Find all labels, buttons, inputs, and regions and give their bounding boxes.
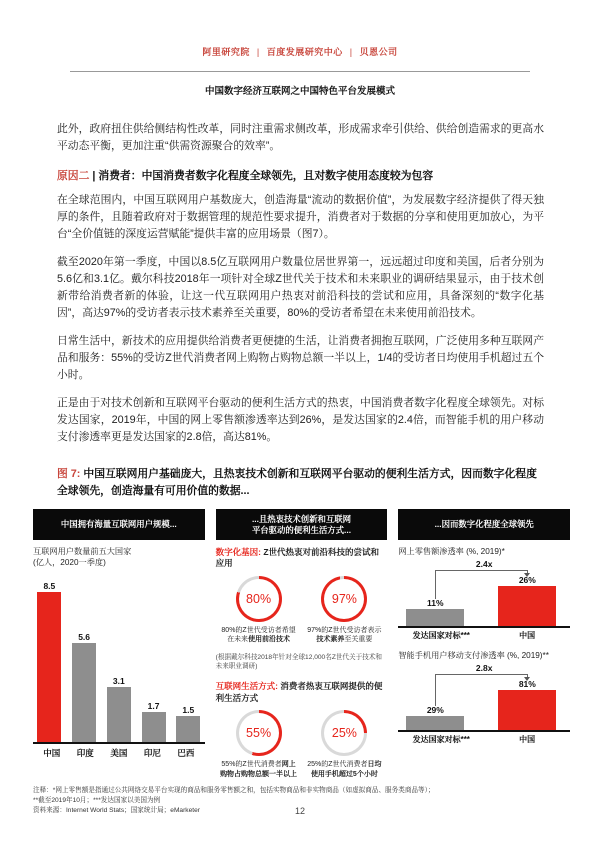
body-paragraph-3: 截至2020年第一季度，中国以8.5亿互联网用户数量位居世界第一，远远超过印度和美国，后者分别为5.6亿和3.1亿。戴尔科技2018年一项针对全球Z世代关于技术和未来职业的调研结果显示，由于技术创新带给消费者新的体验，让这一代互联网用户热衷对前沿科技的尝试和应用，具备深刻的“数字化基因”，高达97%的受访者表示技术素养至关重要，80%的受访者希望在未来使用前沿技术。 [57,256,544,319]
mini-chart-plot [398,674,570,732]
pipe-separator: | [256,47,260,57]
bar-value-label: 26% [518,575,536,585]
stat-value: 80% [246,591,272,606]
category-labels [398,734,570,745]
chart-title [33,546,205,568]
stat-item [219,710,299,779]
stat-ring [321,576,367,622]
header-divider [70,71,530,72]
stat-row [216,576,388,645]
panel-header-text: 中国拥有海量互联网用户规模... [60,519,177,530]
body-paragraph-5: 正是由于对技术创新和互联网平台驱动的便利生活方式的热衷，中国消费者数字化程度全球领先。对标发达国家，2019年，中国的网上零售额渗透率达到26%，是发达国家的2.4倍，而智能手机的用户移动支付渗透率更是发达国家的2.8倍，高达81%。 [57,397,544,443]
panel-header-bar [398,509,570,540]
bar-column [104,676,133,742]
bar-value-label: 29% [426,705,444,715]
stat-value: 97% [331,591,357,606]
arrow-down-icon [524,573,530,577]
category-labels [33,747,205,759]
body-paragraph-4: 日常生活中，新技术的应用提供给消费者更便捷的生活，让消费者拥抱互联网，广泛使用多种互联网产品和服务：55%的受访Z世代消费者网上购物占购物总额一半以上，1/4的受访者日均使用手机超过五个小时。 [57,335,544,381]
panel-header-text: ...且热衷技术创新和互联网 [251,513,352,524]
mobile-payment-chart [398,650,570,745]
figure-7 [33,509,570,779]
section-heading-text: | 消费者：中国消费者数字化程度全球领先，且对数字使用态度较为包容 [89,170,434,182]
stat-value: 55% [246,726,272,741]
bar-value-label: 81% [518,679,536,689]
bar [107,687,131,742]
bar-value-label: 8.5 [43,581,56,592]
figure-panel-penetration [398,509,570,779]
bar-value-label: 5.6 [78,632,91,643]
bar-column [35,581,64,742]
figure-caption-text: 中国互联网用户基础庞大，且热衷技术创新和互联网平台驱动的便利生活方式，因而数字化程度全球领先，创造海量有可用价值的数据... [57,468,537,497]
bar [142,712,166,742]
stat-section-keyword: 数字化基因: [215,547,261,557]
bar-value-label: 3.1 [112,676,125,687]
bar-column [70,632,99,742]
stat-caption-text: 80%的Z世代受访者希望在未来 [221,626,296,644]
bar-column [139,701,168,742]
bar-value-label: 11% [427,598,444,608]
mini-chart-title: 网上零售额渗透率 (%, 2019)* [398,547,505,556]
stat-caption [219,626,299,645]
stat-caption [219,760,299,779]
bracket-line [435,674,527,675]
org-name: 阿里研究院 [202,47,250,57]
stat-caption-bold: 日均使用手机超过5个小时 [310,761,382,778]
bar [406,609,464,626]
stat-ring [321,710,367,756]
stat-ring [236,710,282,756]
category-label: 中国 [519,631,536,640]
stat-caption-text: 25%的Z世代消费者 [307,761,368,769]
body-content [57,121,544,446]
stat-section-desc: Z世代热衷对前沿科技的尝试和应用 [215,547,380,569]
mini-chart-plot [398,570,570,628]
mini-chart-title: 智能手机用户移动支付渗透率 (%, 2019)** [398,651,549,660]
stat-section-label [216,681,388,704]
footnote-line-2: **截至2019年10月；***发达国家以美国为例 [33,796,161,804]
stat-section-keyword: 互联网生活方式: [215,681,278,692]
org-name: 贝恩公司 [359,47,398,57]
section-heading [57,168,544,183]
category-label: 美国 [110,748,128,759]
reason-label: 原因二 [57,170,90,182]
stat-ring-inner [239,579,279,619]
figure-grid [33,509,570,779]
org-line [0,45,600,58]
bar-value-label: 1.5 [182,705,195,716]
bar [498,586,556,626]
bar [37,592,61,742]
chart-subtitle: (亿人，2020一季度) [33,558,106,568]
retail-penetration-chart [398,546,570,641]
body-paragraph-1: 此外，政府扭住供给侧结构性改革，同时注重需求侧改革，形成需求牵引供给、供给创造需求的更高水平动态平衡，更加注重“供需资源聚合的效率”。 [57,123,544,152]
stat-caption [304,760,384,779]
bar [498,690,556,730]
bar [406,716,464,730]
stat-ring-inner [324,713,364,753]
figure-panel-users [33,509,205,779]
stat-ring-inner [324,579,364,619]
category-labels [398,630,570,641]
stat-caption-text: 97%的Z世代受访者表示 [307,626,382,634]
stat-caption-bold: 使用前沿技术 [248,636,291,644]
panel-header-text: 平台驱动的便利生活方式... [251,524,352,535]
figure-panel-stats [216,509,388,779]
bar [176,716,200,742]
bracket-line [435,570,527,571]
body-paragraph-2: 在全球范围内，中国互联网用户基数庞大，创造海量“流动的数据价值”，为发展数字经济提供了得天独厚的条件，且随着政府对于数据管理的规范性要求提升，消费者对于数据的分享和使用更加放心，为平台“全价值链的深度运营赋能”提供丰富的应用场景（图7）。 [57,194,544,240]
bracket-line [435,674,436,706]
chart-title-text: 互联网用户数量前五大国家 [33,547,132,556]
stat-caption [304,626,384,645]
category-label: 中国 [43,748,61,759]
multiplier-label: 2.4x [475,559,493,569]
stat-caption-text: 至关重要 [344,636,373,644]
survey-note: (根据戴尔科技2018年针对全球12,000名Z世代关于技术和未来职业调研) [215,653,382,671]
category-label: 发达国家对标*** [412,631,470,640]
stat-ring [236,576,282,622]
footnote-line-3: 资料来源：Internet World Stats；国家统计局；eMarketer [33,806,200,814]
users-chart-plot [33,576,205,744]
page-title: 中国数字经济互联网之中国特色平台发展模式 [204,86,395,97]
arrow-down-icon [524,677,530,681]
bar-column [174,705,203,742]
panel-header-bar [33,509,205,540]
stat-caption-bold: 网上购物占购物总额一半以上 [220,761,298,778]
stat-section-label [216,547,388,570]
stat-caption-bold: 技术素养 [316,636,345,644]
stat-row [216,710,388,779]
bar [72,643,96,742]
bracket-line [435,570,436,599]
figure-label: 图 7: [57,468,81,480]
org-name: 百度发展研究中心 [266,47,343,57]
category-label: 印尼 [143,748,161,759]
category-label: 巴西 [177,748,195,759]
stat-item [304,710,384,779]
footnote-line-1: 注释：*网上零售额是指通过公共网络交易平台实现的商品和服务零售额之和，包括实物商品和非实物商品（如虚拟商品、服务类商品等）； [33,787,435,795]
stat-value: 25% [331,726,357,741]
panel-header-bar [216,509,388,540]
figure-caption [57,466,544,500]
category-label: 发达国家对标*** [412,735,470,744]
stat-item [304,576,384,645]
page-number: 12 [294,806,305,816]
pipe-separator: | [349,47,353,57]
stat-section-desc: 消费者热衷互联网提供的便利生活方式 [215,681,383,703]
stat-ring-inner [239,713,279,753]
bar-value-label: 1.7 [147,701,160,712]
stat-item [219,576,299,645]
category-label: 印度 [76,748,94,759]
multiplier-label: 2.8x [475,663,493,673]
category-label: 中国 [519,735,536,744]
stat-caption-text: 55%的Z世代消费者 [221,761,282,769]
panel-header-text: ...因而数字化程度全球领先 [434,519,534,530]
